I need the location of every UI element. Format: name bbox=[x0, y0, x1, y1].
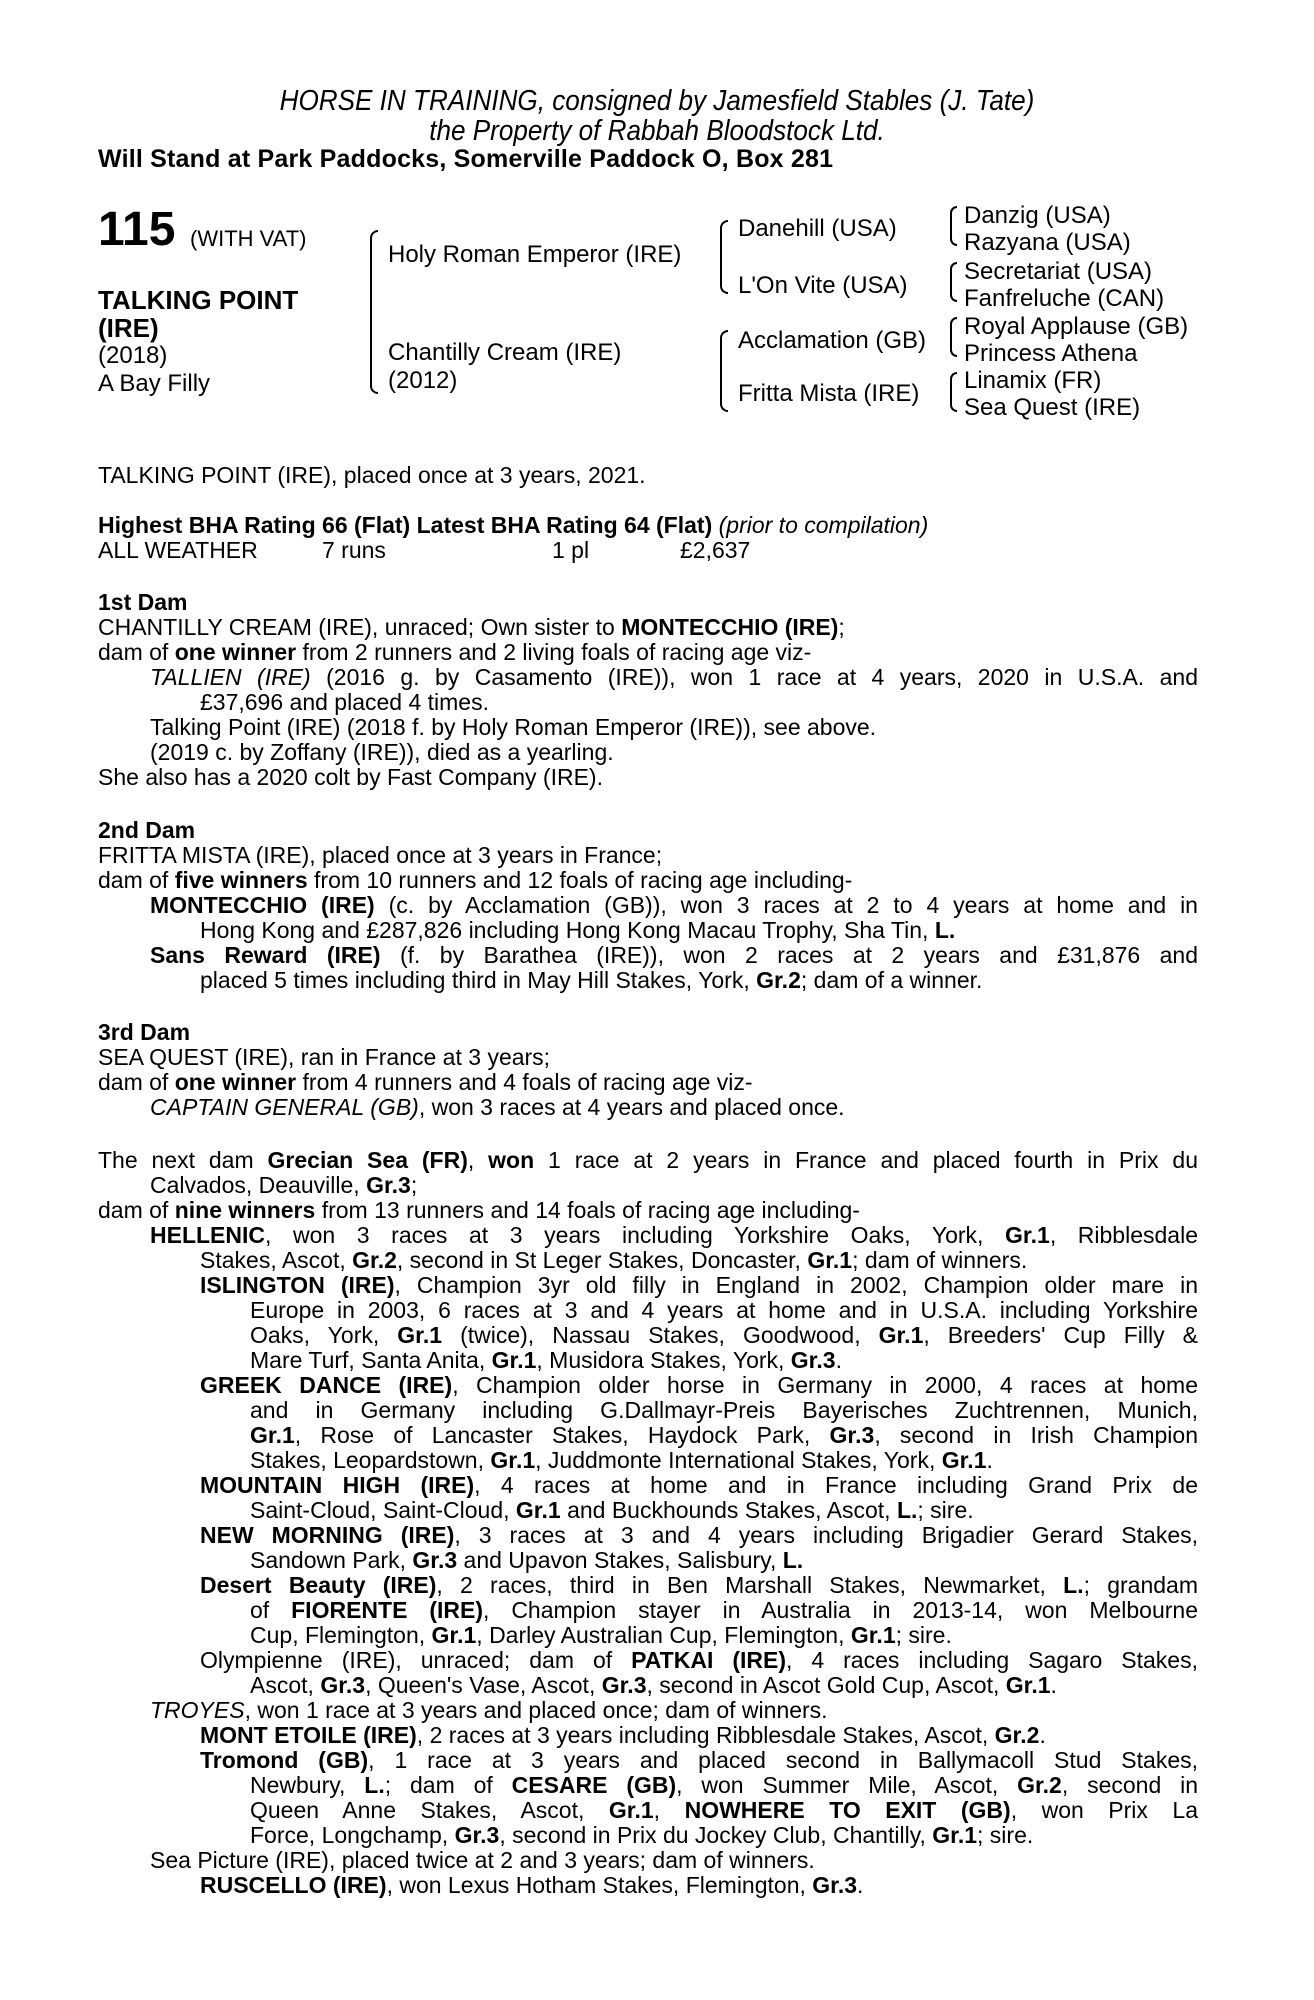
ancestor-3: Secretariat (USA) bbox=[964, 258, 1153, 285]
second-dam-progeny-1: MONTECCHIO (IRE) (c. by Acclamation (GB)), won 3 races at 2 to 4 years at home and in bbox=[150, 892, 1198, 918]
list-item: Olympienne (IRE), unraced; dam of PATKAI (IRE), 4 races including Sagaro Stakes, bbox=[200, 1647, 1198, 1673]
ancestor-2: Razyana (USA) bbox=[964, 229, 1131, 256]
first-dam-progeny-3: (2019 c. by Zoffany (IRE)), died as a yearling. bbox=[150, 739, 614, 765]
next-dam-produce: dam of nine winners from 13 runners and 14 foals of racing age including- bbox=[98, 1197, 860, 1223]
sire-dam: L'On Vite (USA) bbox=[738, 272, 908, 299]
list-item: TROYES, won 1 race at 3 years and placed once; dam of winners. bbox=[150, 1697, 828, 1723]
second-dam-progeny-2: Sans Reward (IRE) (f. by Barathea (IRE)), won 2 races at 2 years and £31,876 and bbox=[150, 942, 1198, 968]
second-dam-line: FRITTA MISTA (IRE), placed once at 3 years in France; bbox=[98, 842, 663, 868]
list-item: Cup, Flemington, Gr.1, Darley Australian Cup, Flemington, Gr.1; sire. bbox=[250, 1622, 952, 1648]
race-summary: TALKING POINT (IRE), placed once at 3 years, 2021. bbox=[98, 462, 646, 488]
list-item: MONT ETOILE (IRE), 2 races at 3 years including Ribblesdale Stakes, Ascot, Gr.2. bbox=[200, 1722, 1046, 1748]
list-item: of FIORENTE (IRE), Champion stayer in Australia in 2013-14, won Melbourne bbox=[250, 1597, 1198, 1623]
first-dam-note: She also has a 2020 colt by Fast Company (IRE). bbox=[98, 764, 603, 790]
list-item: Mare Turf, Santa Anita, Gr.1, Musidora Stakes, York, Gr.3. bbox=[250, 1347, 842, 1373]
stable-location: Will Stand at Park Paddocks, Somerville Paddock O, Box 281 bbox=[98, 145, 834, 173]
vat-note: (WITH VAT) bbox=[190, 226, 307, 251]
brace-4 bbox=[950, 372, 957, 412]
second-dam-heading: 2nd Dam bbox=[98, 817, 196, 843]
next-dam-line: The next dam Grecian Sea (FR), won 1 race at 2 years in France and placed fourth in Prix du bbox=[98, 1147, 1198, 1173]
list-item: Ascot, Gr.3, Queen's Vase, Ascot, Gr.3, second in Ascot Gold Cup, Ascot, Gr.1. bbox=[250, 1672, 1057, 1698]
ancestor-1: Danzig (USA) bbox=[964, 202, 1111, 229]
bha-rating: Highest BHA Rating 66 (Flat) Latest BHA Rating 64 (Flat) (prior to compilation) bbox=[98, 512, 929, 538]
list-item: Newbury, L.; dam of CESARE (GB), won Summer Mile, Ascot, Gr.2, second in bbox=[250, 1772, 1199, 1798]
owner-line: the Property of Rabbah Bloodstock Ltd. bbox=[429, 115, 885, 147]
dam: Chantilly Cream (IRE) bbox=[388, 339, 622, 366]
list-item: Sandown Park, Gr.3 and Upavon Stakes, Salisbury, L. bbox=[250, 1547, 804, 1573]
list-item: Saint-Cloud, Saint-Cloud, Gr.1 and Buckhounds Stakes, Ascot, L.; sire. bbox=[250, 1497, 974, 1523]
rating-surface: ALL WEATHER bbox=[98, 537, 258, 563]
list-item: ISLINGTON (IRE), Champion 3yr old filly in England in 2002, Champion older mare in bbox=[200, 1272, 1198, 1298]
first-dam-progeny-2: Talking Point (IRE) (2018 f. by Holy Roman Emperor (IRE)), see above. bbox=[150, 714, 877, 740]
second-dam-produce: dam of five winners from 10 runners and 12 foals of racing age including- bbox=[98, 867, 853, 893]
lot-number: 115 bbox=[98, 203, 176, 256]
second-dam-progeny-1-cont: Hong Kong and £287,826 including Hong Kong Macau Trophy, Sha Tin, L. bbox=[200, 917, 956, 943]
first-dam-progeny-1-cont: £37,696 and placed 4 times. bbox=[200, 689, 489, 715]
third-dam-heading: 3rd Dam bbox=[98, 1019, 191, 1045]
list-item: Oaks, York, Gr.1 (twice), Nassau Stakes, Goodwood, Gr.1, Breeders' Cup Filly & bbox=[250, 1322, 1198, 1348]
horse-name: TALKING POINT (IRE) bbox=[98, 285, 299, 343]
sire-brace bbox=[720, 220, 728, 294]
brace-3 bbox=[950, 317, 957, 357]
brace-1 bbox=[950, 206, 957, 246]
list-item: Stakes, Leopardstown, Gr.1, Juddmonte International Stakes, York, Gr.1. bbox=[250, 1447, 993, 1473]
list-item: Stakes, Ascot, Gr.2, second in St Leger Stakes, Doncaster, Gr.1; dam of winners. bbox=[200, 1247, 1028, 1273]
list-item: GREEK DANCE (IRE), Champion older horse in Germany in 2000, 4 races at home bbox=[200, 1372, 1198, 1398]
rating-runs: 7 runs bbox=[322, 537, 386, 563]
ancestor-5: Royal Applause (GB) bbox=[964, 313, 1189, 340]
consignor-line: HORSE IN TRAINING, consigned by Jamesfield Stables (J. Tate) bbox=[279, 85, 1035, 117]
list-item: NEW MORNING (IRE), 3 races at 3 and 4 years including Brigadier Gerard Stakes, bbox=[200, 1522, 1198, 1548]
rating-earnings: £2,637 bbox=[680, 537, 751, 563]
brace-2 bbox=[950, 262, 957, 302]
horse-description: A Bay Filly bbox=[98, 370, 211, 397]
sire: Holy Roman Emperor (IRE) bbox=[388, 241, 682, 268]
dam-brace bbox=[720, 330, 728, 412]
list-item: MOUNTAIN HIGH (IRE), 4 races at home and in France including Grand Prix de bbox=[200, 1472, 1198, 1498]
list-item: Desert Beauty (IRE), 2 races, third in Ben Marshall Stakes, Newmarket, L.; grandam bbox=[200, 1572, 1199, 1598]
list-item: HELLENIC, won 3 races at 3 years including Yorkshire Oaks, York, Gr.1, Ribblesdale bbox=[150, 1222, 1198, 1248]
third-dam-produce: dam of one winner from 4 runners and 4 foals of racing age viz- bbox=[98, 1069, 753, 1095]
dam-sire: Acclamation (GB) bbox=[738, 327, 927, 354]
sire-sire: Danehill (USA) bbox=[738, 215, 897, 242]
third-dam-progeny-1: CAPTAIN GENERAL (GB), won 3 races at 4 years and placed once. bbox=[150, 1094, 845, 1120]
list-item: Force, Longchamp, Gr.3, second in Prix du Jockey Club, Chantilly, Gr.1; sire. bbox=[250, 1822, 1034, 1848]
list-item: and in Germany including G.Dallmayr-Preis Bayerisches Zuchtrennen, Munich, bbox=[250, 1397, 1198, 1423]
ancestor-6: Princess Athena bbox=[964, 340, 1138, 367]
second-dam-progeny-2-cont: placed 5 times including third in May Hill Stakes, York, Gr.2; dam of a winner. bbox=[200, 967, 983, 993]
next-dam-line-cont: Calvados, Deauville, Gr.3; bbox=[150, 1172, 418, 1198]
list-item: Gr.1, Rose of Lancaster Stakes, Haydock Park, Gr.3, second in Irish Champion bbox=[250, 1422, 1198, 1448]
list-item: Sea Picture (IRE), placed twice at 2 and 3 years; dam of winners. bbox=[150, 1847, 815, 1873]
pedigree-brace bbox=[370, 230, 378, 394]
list-item: Europe in 2003, 6 races at 3 and 4 years at home and in U.S.A. including Yorkshire bbox=[250, 1297, 1198, 1323]
dam-dam: Fritta Mista (IRE) bbox=[738, 380, 920, 407]
first-dam-produce: dam of one winner from 2 runners and 2 living foals of racing age viz- bbox=[98, 639, 812, 665]
rating-placed: 1 pl bbox=[552, 537, 590, 563]
first-dam-heading: 1st Dam bbox=[98, 589, 188, 615]
ancestor-8: Sea Quest (IRE) bbox=[964, 394, 1141, 421]
ancestor-4: Fanfreluche (CAN) bbox=[964, 285, 1165, 312]
third-dam-line: SEA QUEST (IRE), ran in France at 3 years; bbox=[98, 1044, 551, 1070]
list-item: Queen Anne Stakes, Ascot, Gr.1, NOWHERE TO EXIT (GB), won Prix La bbox=[250, 1797, 1198, 1823]
dam-year: (2012) bbox=[388, 367, 458, 394]
list-item: RUSCELLO (IRE), won Lexus Hotham Stakes, Flemington, Gr.3. bbox=[200, 1872, 864, 1898]
ancestor-7: Linamix (FR) bbox=[964, 367, 1102, 394]
first-dam-line: CHANTILLY CREAM (IRE), unraced; Own sister to MONTECCHIO (IRE); bbox=[98, 614, 845, 640]
list-item: Tromond (GB), 1 race at 3 years and placed second in Ballymacoll Stud Stakes, bbox=[200, 1747, 1199, 1773]
first-dam-progeny-1: TALLIEN (IRE) (2016 g. by Casamento (IRE)), won 1 race at 4 years, 2020 in U.S.A. and bbox=[150, 664, 1199, 690]
foaling-year: (2018) bbox=[98, 342, 168, 369]
